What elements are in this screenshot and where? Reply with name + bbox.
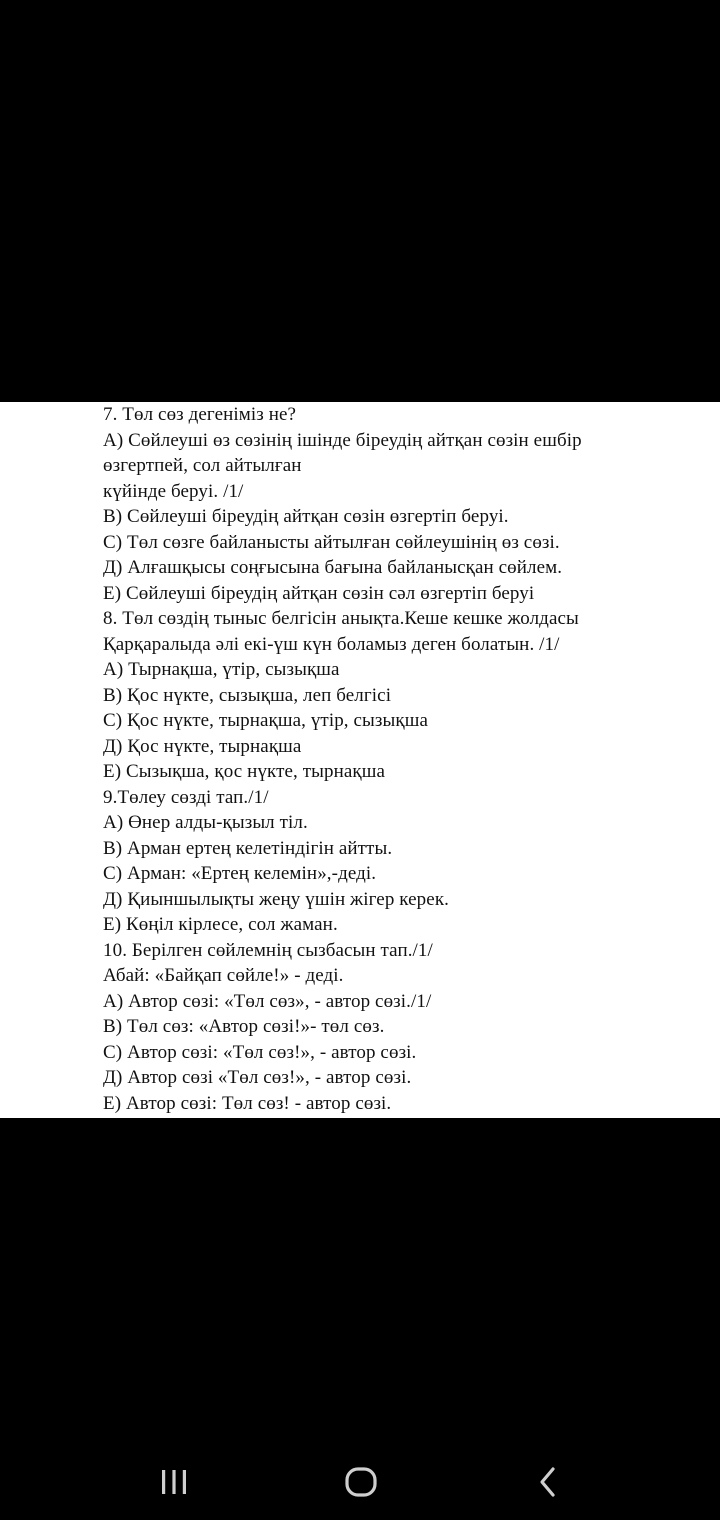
home-icon	[344, 1467, 378, 1497]
text-line: Д) Алғашқысы соңғысына бағына байланысқан сөйлем.	[103, 557, 563, 578]
document-photo	[0, 402, 720, 1118]
text-line: С) Қос нүкте, тырнақша, үтір, сызықша	[103, 710, 428, 731]
text-line: А) Автор сөзі: «Төл сөз», - автор сөзі./1/	[103, 990, 432, 1012]
back-icon	[536, 1466, 560, 1498]
text-line: күйінде беруі. /1/	[103, 480, 244, 502]
home-button[interactable]	[331, 1460, 391, 1504]
text-line: 9.Төлеу сөзді тап./1/	[103, 786, 269, 808]
text-line: өзгертпей, сол айтылған	[103, 455, 302, 476]
text-line: С) Автор сөзі: «Төл сөз!», - автор сөзі.	[103, 1041, 417, 1063]
navigation-bar	[0, 1440, 720, 1520]
text-line: 8. Төл сөздің тыныс белгісін анықта.Кеше кешке жолдасы	[103, 608, 579, 629]
text-line: Д) Автор сөзі «Төл сөз!», - автор сөзі.	[103, 1067, 412, 1088]
text-line: В) Төл сөз: «Автор сөзі!»- төл сөз.	[103, 1016, 385, 1037]
text-line: С) Арман: «Ертең келемін»,-деді.	[103, 863, 377, 884]
text-line: Е) Сөйлеуші біреудің айтқан сөзін сәл өзгертіп беруі	[103, 582, 535, 604]
text-line: А) Өнер алды-қызыл тіл.	[103, 812, 308, 833]
recent-apps-icon	[158, 1468, 190, 1496]
recent-apps-button[interactable]	[144, 1460, 204, 1504]
back-button[interactable]	[518, 1460, 578, 1504]
text-line: А) Тырнақша, үтір, сызықша	[103, 659, 340, 680]
text-line: Абай: «Байқап сөйле!» - деді.	[103, 965, 344, 986]
text-line: Е) Көңіл кірлесе, сол жаман.	[103, 914, 338, 935]
text-line: А) Сөйлеуші өз сөзінің ішінде біреудің айтқан сөзін ешбір	[103, 429, 582, 451]
text-line: Е) Автор сөзі: Төл сөз! - автор сөзі.	[103, 1092, 392, 1114]
text-line: В) Қос нүкте, сызықша, леп белгісі	[103, 684, 392, 706]
text-line: Қарқаралыда әлі екі-үш күн боламыз деген болатын. /1/	[103, 633, 560, 655]
text-line: В) Сөйлеуші біреудің айтқан сөзін өзгертіп беруі.	[103, 506, 509, 527]
text-line: 7. Төл сөз дегеніміз не?	[103, 404, 297, 425]
text-line: С) Төл сөзге байланысты айтылған сөйлеушінің өз сөзі.	[103, 531, 560, 553]
text-line: Е) Сызықша, қос нүкте, тырнақша	[103, 761, 386, 782]
text-line: Д) Қос нүкте, тырнақша	[103, 735, 302, 757]
text-line: Д) Қиыншылықты жеңу үшін жігер керек.	[103, 888, 449, 910]
text-line: В) Арман ертең келетіндігін айтты.	[103, 837, 393, 859]
text-line: 10. Берілген сөйлемнің сызбасын тап./1/	[103, 939, 433, 961]
document-text	[103, 402, 713, 1116]
